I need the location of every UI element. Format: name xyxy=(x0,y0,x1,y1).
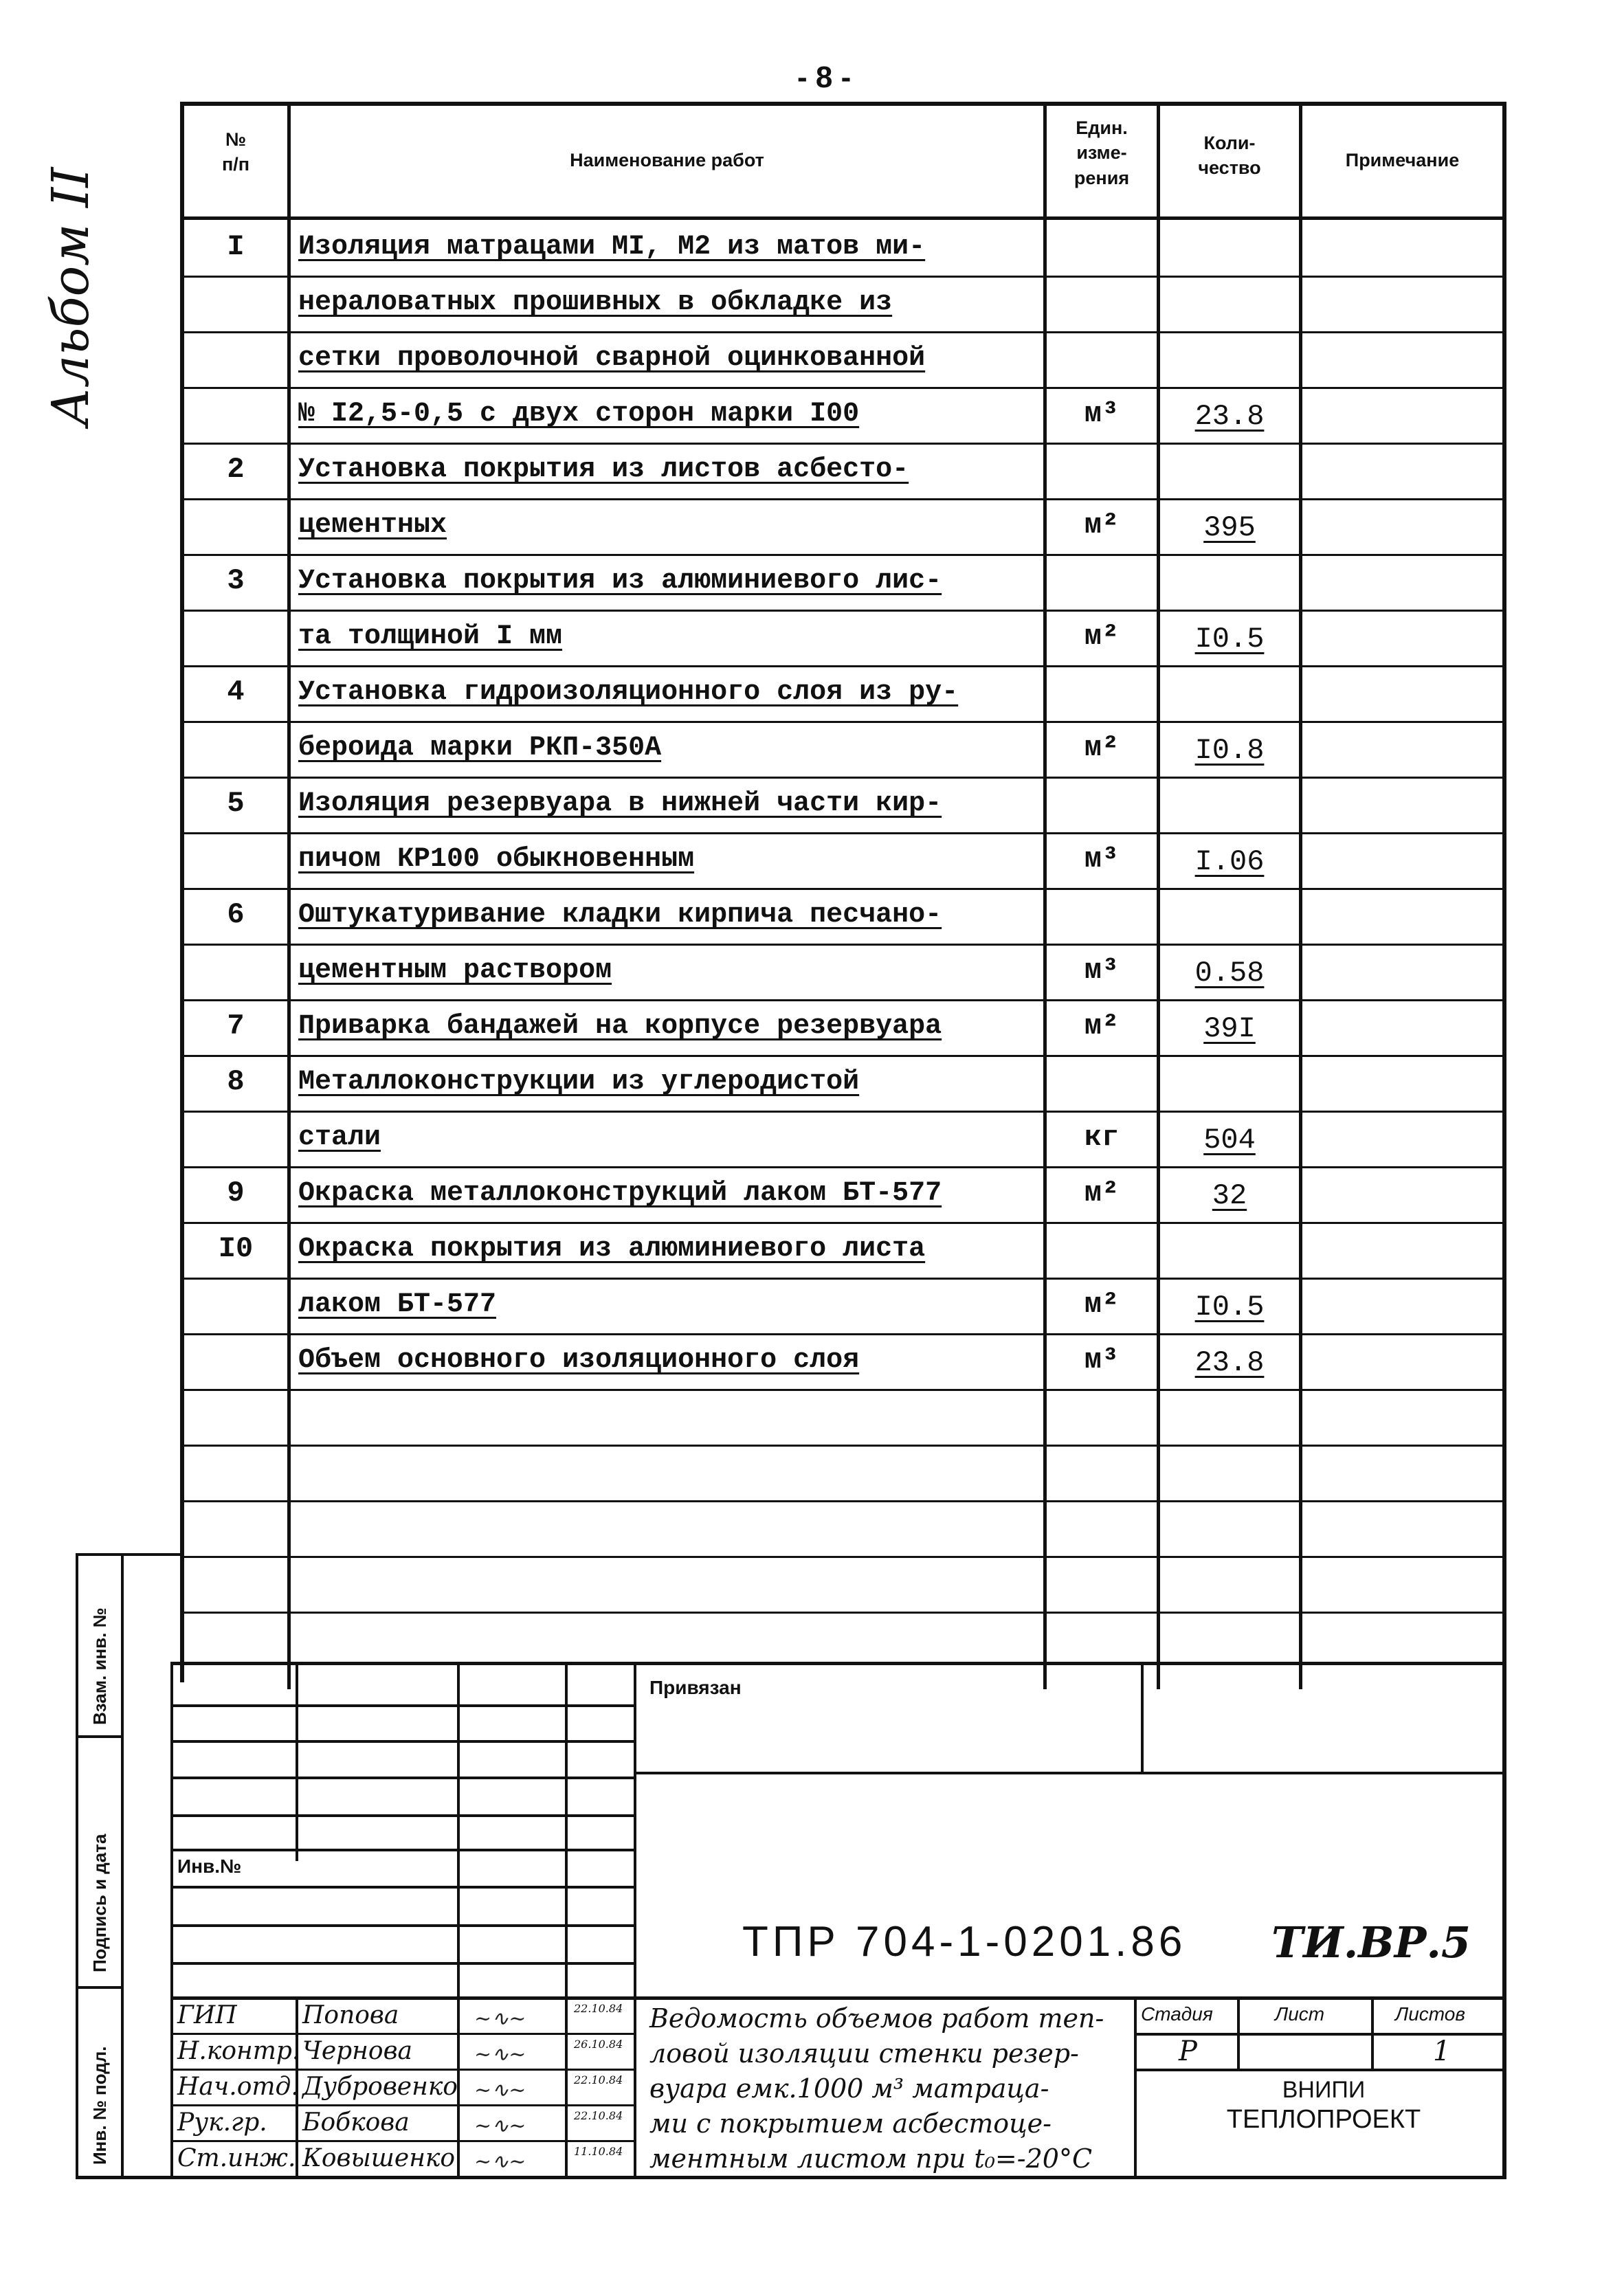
staff-name: Дубровенко xyxy=(302,2073,458,2101)
row-quantity: I0.8 xyxy=(1194,734,1265,767)
row-divider xyxy=(180,554,1506,556)
row-quantity: I0.5 xyxy=(1194,1291,1265,1324)
row-text: Окраска покрытия из алюминиевого листа xyxy=(298,1234,926,1265)
row-divider xyxy=(180,1389,1506,1391)
row-quantity: 23.8 xyxy=(1194,400,1265,433)
row-divider xyxy=(180,999,1506,1001)
staff-date: 22.10.84 xyxy=(574,2002,623,2015)
row-text: цементных xyxy=(298,510,447,541)
privyazan-label: Привязан xyxy=(649,1677,742,1698)
row-number: 8 xyxy=(227,1065,245,1098)
row-divider xyxy=(180,387,1506,389)
row-divider xyxy=(180,1278,1506,1280)
row-divider xyxy=(180,665,1506,667)
row-unit: м³ xyxy=(1084,954,1120,987)
row-divider xyxy=(180,777,1506,779)
signature-mark: ~∿~ xyxy=(474,2078,526,2102)
row-number: 9 xyxy=(227,1177,245,1210)
row-quantity: 39I xyxy=(1203,1012,1256,1045)
row-number: I xyxy=(227,230,245,263)
row-divider xyxy=(180,888,1506,890)
row-unit: м² xyxy=(1084,1010,1120,1043)
row-divider xyxy=(180,276,1506,278)
row-text: Установка покрытия из алюминиевого лис- xyxy=(298,566,942,597)
listov-value: 1 xyxy=(1433,2036,1451,2067)
row-quantity: 32 xyxy=(1212,1179,1247,1212)
staff-date: 26.10.84 xyxy=(574,2038,623,2051)
row-text: нераловатных прошивных в обкладке из xyxy=(298,287,893,318)
row-text: лаком БТ-577 xyxy=(298,1289,497,1320)
staff-date: 22.10.84 xyxy=(574,2109,623,2122)
org-line-1: ВНИПИ xyxy=(1282,2077,1366,2103)
row-divider xyxy=(180,1500,1506,1502)
doc-description xyxy=(649,2001,1104,2176)
description-line: ми с покрытием асбестоце- xyxy=(649,2108,1052,2139)
page-number: - 8 - xyxy=(797,60,852,94)
row-text: Изоляция матрацами МI, М2 из матов ми- xyxy=(298,232,926,263)
row-divider xyxy=(180,1556,1506,1558)
signature-mark: ~∿~ xyxy=(474,2007,526,2031)
row-number: 2 xyxy=(227,453,245,486)
listov-label: Листов xyxy=(1395,2003,1465,2025)
staff-name: Чернова xyxy=(302,2037,412,2065)
row-quantity: 23.8 xyxy=(1194,1346,1265,1379)
row-divider xyxy=(180,1333,1506,1335)
row-number: I0 xyxy=(218,1232,254,1265)
row-divider xyxy=(180,610,1506,612)
row-text: Оштукатуривание кладки кирпича песчано- xyxy=(298,900,942,931)
staff-date: 22.10.84 xyxy=(574,2073,623,2086)
header-qty: Коли- чество xyxy=(1198,133,1261,179)
row-text: Металлоконструкции из углеродистой xyxy=(298,1067,860,1098)
staff-name: Попова xyxy=(302,2001,399,2029)
stamp-inv-podl: Инв. № подл. xyxy=(89,2046,110,2165)
row-text: цементным раствором xyxy=(298,955,612,986)
org-line-2: ТЕПЛОПРОЕКТ xyxy=(1226,2105,1421,2134)
album-label: Альбом II xyxy=(41,167,100,426)
signature-mark: ~∿~ xyxy=(474,2042,526,2067)
stadia-value: Р xyxy=(1179,2036,1197,2067)
row-quantity: 0.58 xyxy=(1194,957,1265,990)
row-quantity: I0.5 xyxy=(1194,623,1265,656)
row-text: Окраска металлоконструкций лаком БТ-577 xyxy=(298,1178,942,1209)
row-divider xyxy=(180,944,1506,946)
row-text: Приварка бандажей на корпусе резервуара xyxy=(298,1011,942,1042)
header-num: № п/п xyxy=(221,129,250,175)
row-text: сетки проволочной сварной оцинкованной xyxy=(298,343,926,374)
row-divider xyxy=(180,1222,1506,1224)
row-text: Изоляция резервуара в нижней части кир- xyxy=(298,788,942,819)
row-unit: м³ xyxy=(1084,397,1120,430)
row-number: 3 xyxy=(227,564,245,597)
row-divider xyxy=(180,1055,1506,1057)
inv-no-label: Инв.№ xyxy=(177,1856,242,1877)
row-divider xyxy=(180,498,1506,500)
signature-mark: ~∿~ xyxy=(474,2150,526,2174)
stamp-vzam: Взам. инв. № xyxy=(89,1607,110,1725)
doc-code: ТПР 704-1-0201.86 xyxy=(742,1918,1187,1965)
row-divider xyxy=(180,1612,1506,1614)
row-divider xyxy=(180,1111,1506,1113)
staff-role: ГИП xyxy=(177,2001,237,2029)
description-line: ловой изоляции стенки резер- xyxy=(649,2038,1079,2069)
row-unit: м² xyxy=(1084,620,1120,653)
row-unit: кг xyxy=(1084,1121,1120,1154)
row-text: Установка покрытия из листов асбесто- xyxy=(298,454,909,485)
staff-role: Ст.инж. xyxy=(177,2144,296,2172)
row-text: Установка гидроизоляционного слоя из ру- xyxy=(298,677,959,708)
row-quantity: 504 xyxy=(1203,1124,1256,1157)
row-divider xyxy=(180,832,1506,834)
header-unit: Един. изме- рения xyxy=(1074,118,1130,188)
row-unit: м³ xyxy=(1084,1344,1120,1377)
row-text: стали xyxy=(298,1122,381,1153)
row-unit: м³ xyxy=(1084,843,1120,876)
row-divider xyxy=(180,1445,1506,1447)
staff-role: Н.контр. xyxy=(177,2037,300,2065)
header-note: Примечание xyxy=(1345,150,1460,170)
row-unit: м² xyxy=(1084,731,1120,764)
description-line: ментным листом при t₀=-20°С xyxy=(649,2143,1093,2174)
row-divider xyxy=(180,1166,1506,1168)
row-divider xyxy=(180,443,1506,445)
row-number: 4 xyxy=(227,676,245,709)
staff-date: 11.10.84 xyxy=(574,2145,623,2158)
doc-suffix: ТИ.ВР.5 xyxy=(1271,1917,1471,1968)
row-text: № I2,5-0,5 с двух сторон марки I00 xyxy=(298,399,860,430)
row-text: Объем основного изоляционного слоя xyxy=(298,1345,860,1376)
description-line: вуара емк.1000 м³ матраца- xyxy=(649,2073,1049,2104)
staff-role: Нач.отд. xyxy=(177,2073,299,2101)
row-unit: м² xyxy=(1084,1288,1120,1321)
header-name: Наименование работ xyxy=(570,150,764,170)
row-quantity: 395 xyxy=(1203,511,1256,544)
row-number: 5 xyxy=(227,787,245,820)
staff-name: Ковышенко xyxy=(302,2144,456,2172)
stamp-podpis: Подпись и дата xyxy=(89,1834,110,1972)
signature-mark: ~∿~ xyxy=(474,2114,526,2138)
row-text: пичом КР100 обыкновенным xyxy=(298,844,695,875)
row-unit: м² xyxy=(1084,1177,1120,1210)
staff-name: Бобкова xyxy=(302,2108,410,2137)
staff-role: Рук.гр. xyxy=(177,2108,267,2137)
description-line: Ведомость объемов работ теп- xyxy=(649,2003,1104,2034)
row-divider xyxy=(180,331,1506,333)
row-text: бероида марки РКП-350А xyxy=(298,733,662,764)
row-number: 7 xyxy=(227,1010,245,1043)
row-divider xyxy=(180,721,1506,723)
stadia-label: Стадия xyxy=(1141,2003,1213,2025)
list-label: Лист xyxy=(1275,2003,1325,2025)
row-text: та толщиной I мм xyxy=(298,621,563,652)
row-unit: м² xyxy=(1084,509,1120,542)
row-quantity: I.06 xyxy=(1194,845,1265,878)
row-number: 6 xyxy=(227,898,245,931)
